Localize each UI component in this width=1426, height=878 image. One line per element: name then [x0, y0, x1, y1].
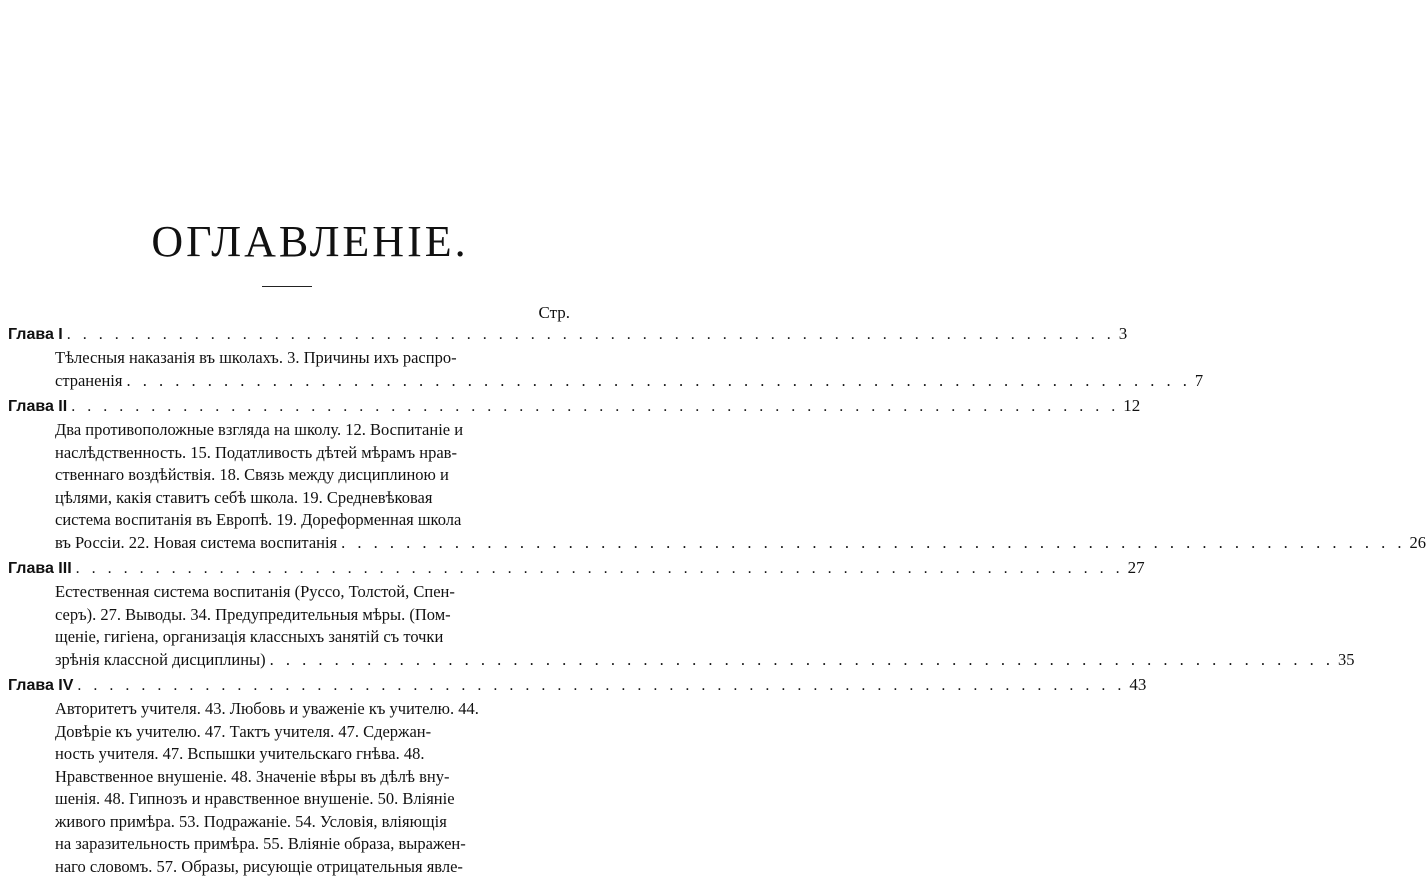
dot-leader: . . . . . . . . . . . . . . . . . . . . . . . . . . . . . . . . . . . . . . . . . . . . . . . . . . . . . . . . . . . . . . . . . .	[71, 396, 1119, 417]
summary-line: Довѣріе къ учителю. 47. Тактъ учителя. 47. Сдержан-	[55, 721, 570, 744]
chapter-label: Глава II	[8, 396, 67, 417]
summary-line: страненія	[55, 370, 122, 393]
summary-line: Нравственное внушеніе. 48. Значеніе вѣры въ дѣлѣ вну-	[55, 766, 570, 789]
chapter-page-number: 12	[1123, 395, 1140, 416]
summary-line: щеніе, гигіена, организація классныхъ занятій съ точки	[55, 626, 570, 649]
summary-last-line	[55, 370, 570, 393]
chapter-summary	[55, 419, 570, 554]
summary-line: въ Россіи. 22. Новая система воспитанія	[55, 532, 337, 555]
toc-page	[0, 0, 620, 871]
summary-line: Естественная система воспитанія (Руссо, Толстой, Спен-	[55, 581, 570, 604]
summary-line: шенія. 48. Гипнозъ и нравственное внушеніе. 50. Вліяніе	[55, 788, 570, 811]
dot-leader: . . . . . . . . . . . . . . . . . . . . . . . . . . . . . . . . . . . . . . . . . . . . . . . . . . . . . . . . . . . . . . . . . .	[77, 675, 1125, 696]
chapter-label: Глава I	[8, 324, 63, 345]
summary-last-line	[55, 532, 570, 555]
summary-line: Тѣлесныя наказанія въ школахъ. 3. Причины ихъ распро-	[55, 347, 570, 370]
dot-leader: . . . . . . . . . . . . . . . . . . . . . . . . . . . . . . . . . . . . . . . . . . . . . . . . . . . . . . . . . . . . . . . . . .	[270, 649, 1334, 672]
summary-line: ственнаго воздѣйствія. 18. Связь между дисциплиною и	[55, 464, 570, 487]
dot-leader: . . . . . . . . . . . . . . . . . . . . . . . . . . . . . . . . . . . . . . . . . . . . . . . . . . . . . . . . . . . . . . . . . .	[76, 558, 1124, 579]
summary-page-number: 7	[1195, 370, 1203, 393]
summary-line: Два противоположные взгляда на школу. 12. Воспитаніе и	[55, 419, 570, 442]
toc-chapter-3[interactable]	[8, 557, 570, 581]
summary-line: на заразительность примѣра. 55. Вліяніе образа, выражен-	[55, 833, 570, 856]
page-column-header: Стр.	[538, 303, 570, 323]
summary-line: система воспитанія въ Европѣ. 19. Дореформенная школа	[55, 509, 570, 532]
toc-chapter-4[interactable]	[8, 674, 570, 698]
chapter-page-number: 43	[1129, 674, 1146, 695]
summary-line: Авторитетъ учителя. 43. Любовь и уваженіе къ учителю. 44.	[55, 698, 570, 721]
dot-leader: . . . . . . . . . . . . . . . . . . . . . . . . . . . . . . . . . . . . . . . . . . . . . . . . . . . . . . . . . . . . . . . . . .	[341, 532, 1405, 555]
summary-line: цѣлями, какія ставитъ себѣ школа. 19. Средневѣковая	[55, 487, 570, 510]
toc-chapter-2[interactable]	[8, 395, 570, 419]
summary-line: серъ). 27. Выводы. 34. Предупредительныя мѣры. (Пом-	[55, 604, 570, 627]
chapter-summary	[55, 347, 570, 392]
chapter-summary	[55, 581, 570, 671]
chapter-page-number: 27	[1128, 557, 1145, 578]
title-divider	[262, 286, 312, 287]
chapter-summary	[55, 698, 570, 878]
toc-entries	[8, 320, 570, 878]
summary-page-number: 26	[1410, 532, 1426, 555]
dot-leader: . . . . . . . . . . . . . . . . . . . . . . . . . . . . . . . . . . . . . . . . . . . . . . . . . . . . . . . . . . . . . . . . . .	[67, 324, 1115, 345]
chapter-label: Глава III	[8, 558, 72, 579]
toc-chapter-1[interactable]	[8, 323, 570, 347]
summary-line: ность учителя. 47. Вспышки учительскаго гнѣва. 48.	[55, 743, 570, 766]
chapter-page-number: 3	[1119, 323, 1128, 344]
summary-last-line	[55, 649, 570, 672]
page-title: ОГЛАВЛЕНІЕ.	[0, 220, 620, 264]
summary-line: зрѣнія классной дисциплины)	[55, 649, 266, 672]
summary-line: наго словомъ. 57. Образы, рисующіе отрицательныя явле-	[55, 856, 570, 878]
summary-line: живого примѣра. 53. Подражаніе. 54. Условія, вліяющія	[55, 811, 570, 834]
summary-line: наслѣдственность. 15. Податливость дѣтей мѣрамъ нрав-	[55, 442, 570, 465]
chapter-label: Глава IV	[8, 675, 73, 696]
dot-leader: . . . . . . . . . . . . . . . . . . . . . . . . . . . . . . . . . . . . . . . . . . . . . . . . . . . . . . . . . . . . . . . . . .	[126, 370, 1190, 393]
summary-page-number: 35	[1338, 649, 1355, 672]
